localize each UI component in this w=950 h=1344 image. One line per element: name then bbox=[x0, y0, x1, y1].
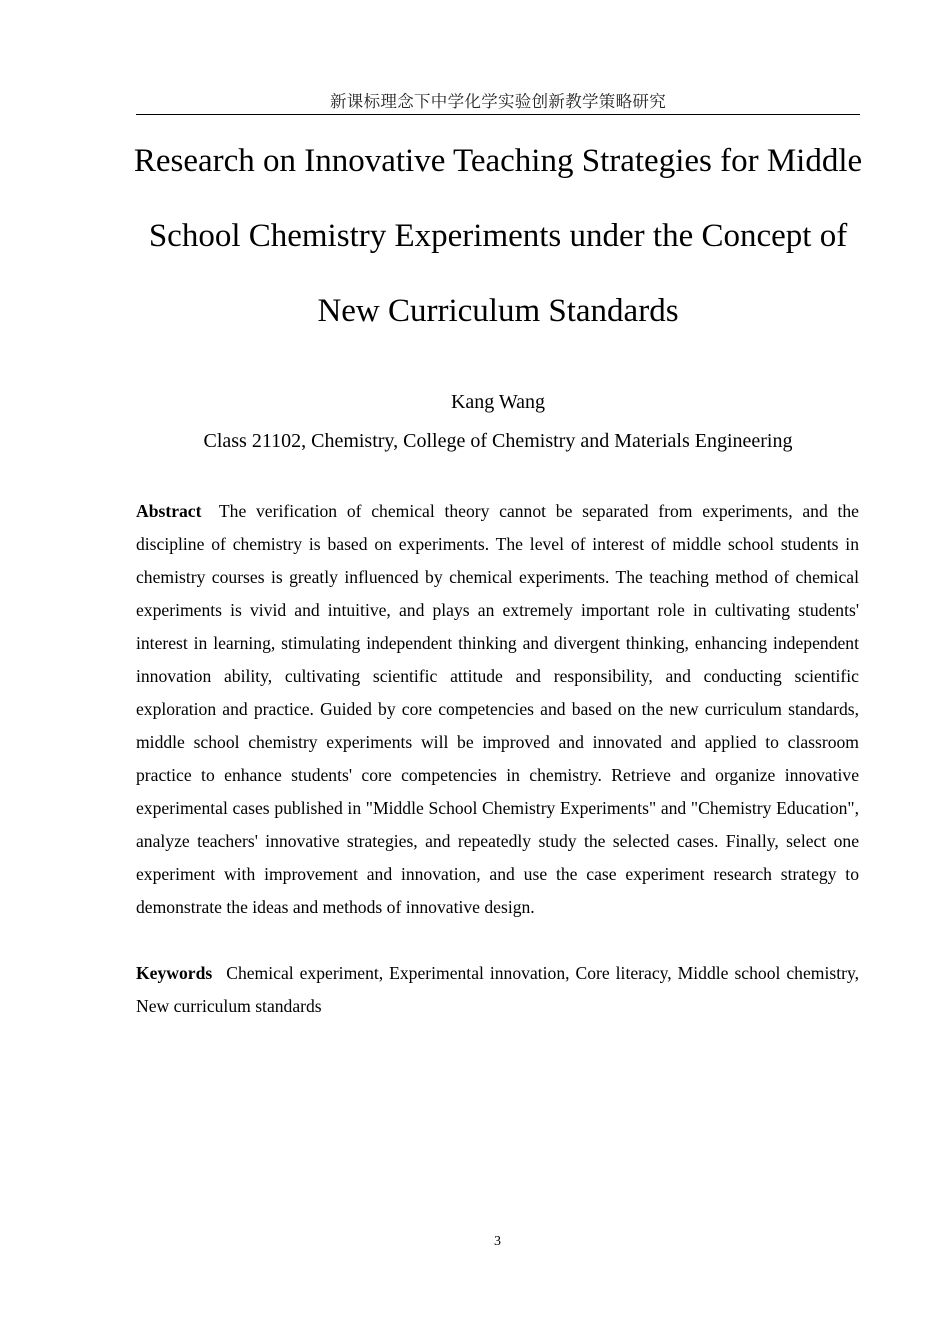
page-number: 3 bbox=[494, 1234, 501, 1249]
author-name: Kang Wang bbox=[450, 391, 546, 413]
abstract-text: The verification of chemical theory cannot be separated from experiments, and the discipline of chemistry is based on experiments. The level of interest of middle school students in chemistry courses is greatly influenced by chemical experiments. The teaching method of chemical experiments is vivid and intuitive, and plays an extremely important role in cultivating students' interest in learning, stimulating independent thinking and divergent thinking, enhancing independent innovation ability, cultivating scientific attitude and responsibility, and conducting scientific exploration and practice. Guided by core competencies and based on the new curriculum standards, middle school chemistry experiments will be improved and innovated and applied to classroom practice to enhance students' core competencies in chemistry. Retrieve and organize innovative experimental cases published in "Middle School Chemistry Experiments" and "Chemistry Education", analyze teachers' innovative strategies, and repeatedly study the selected cases. Finally, select one experiment with improvement and innovation, and use the case experiment research strategy to demonstrate the ideas and methods of innovative design. bbox=[136, 501, 859, 917]
keywords-text: Chemical experiment, Experimental innovation, Core literacy, Middle school chemistry, New curriculum standards bbox=[136, 963, 859, 1016]
abstract-label: Abstract bbox=[136, 501, 202, 521]
keywords-label: Keywords bbox=[136, 963, 213, 983]
running-header: 新课标理念下中学化学实验创新教学策略研究 bbox=[136, 90, 860, 115]
keywords-paragraph bbox=[136, 957, 859, 1023]
author-affiliation: Class 21102, Chemistry, College of Chemistry and Materials Engineering bbox=[203, 430, 793, 452]
abstract-paragraph bbox=[136, 495, 859, 924]
paper-title: Research on Innovative Teaching Strategies for Middle School Chemistry Experiments under the Concept of New Curriculum Standards bbox=[133, 143, 863, 329]
